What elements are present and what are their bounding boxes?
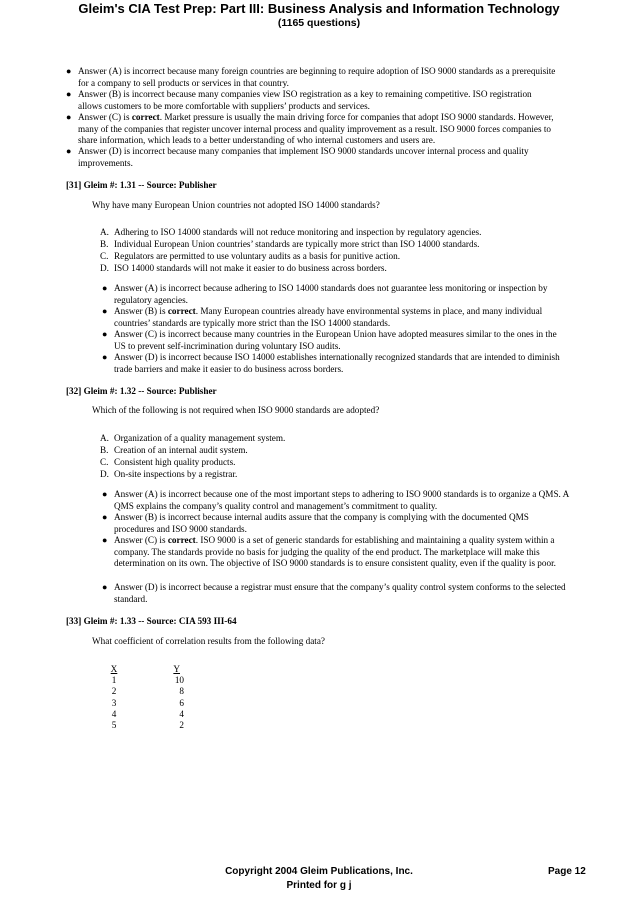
bullet-icon: ● xyxy=(66,89,72,99)
choice-b: B. Individual European Union countries’ standards are typically more strict than ISO 14000 standards. xyxy=(100,239,480,249)
question-text: Why have many European Union countries not adopted ISO 14000 standards? xyxy=(92,200,380,210)
question-count: (1165 questions) xyxy=(277,17,361,29)
bullet-icon: ● xyxy=(102,535,108,545)
explanation-item: ● Answer (C) is correct. Market pressure is usually the main driving force for companies that adopt ISO 9000 standards. However, many of the companies that register uncover internal process and quality improvement as a result. ISO 9000 forces companies to share information, which leads to a better understanding of who internal customers and users are. xyxy=(66,112,554,145)
question-text: Which of the following is not required when ISO 9000 standards are adopted? xyxy=(92,405,380,415)
choice-d: D. On-site inspections by a registrar. xyxy=(100,469,238,479)
bullet-icon: ● xyxy=(66,146,72,156)
explanation-item: ● Answer (A) is incorrect because one of the most important steps to adhering to ISO 9000 standards is to organize a QMS. A QMS explains the company’s quality control and management’s commitment to quality. xyxy=(102,489,569,511)
choice-c: C. Consistent high quality products. xyxy=(100,457,236,467)
explanation-item: ● Answer (D) is incorrect because ISO 14000 establishes internationally recognized standards that are intended to diminish trade barriers and make it easier to do business across borders. xyxy=(102,352,560,374)
question-header: [33] Gleim #: 1.33 -- Source: CIA 593 III-64 xyxy=(66,616,237,626)
choice-b: B. Creation of an internal audit system. xyxy=(100,445,248,455)
question-header: [31] Gleim #: 1.31 -- Source: Publisher xyxy=(66,180,217,190)
explanation-item: ● Answer (A) is incorrect because many foreign countries are beginning to require adoption of ISO 9000 standards as a prerequisite for a company to sell products or services in that country. xyxy=(66,66,556,88)
explanation-item: ● Answer (A) is incorrect because adhering to ISO 14000 standards does not guarantee less monitoring or inspection by regulatory agencies. xyxy=(102,283,548,305)
bullet-icon: ● xyxy=(102,582,108,592)
choice-c: C. Regulators are permitted to use voluntary audits as a basis for punitive action. xyxy=(100,251,401,261)
explanation-item: ● Answer (C) is correct. ISO 9000 is a set of generic standards for establishing and maintaining a quality system within a company. The standards provide no basis for judging the quality of the end product. The marketplace will make this determination on its own. The objective of ISO 9000 standards is to ensure consistent quality, even if the quality is poor. xyxy=(102,535,556,568)
bullet-icon: ● xyxy=(102,283,108,293)
page-title: Gleim's CIA Test Prep: Part III: Business Analysis and Information Technology xyxy=(78,1,560,16)
explanation-item: ● Answer (D) is incorrect because a registrar must ensure that the company’s quality control system conforms to the selected standard. xyxy=(102,582,566,604)
explanation-item: ● Answer (D) is incorrect because many companies that implement ISO 9000 standards uncover internal process and quality improvements. xyxy=(66,146,529,168)
page-number: Page 12 xyxy=(548,866,586,877)
bullet-icon: ● xyxy=(102,512,108,522)
choice-a: A. Adhering to ISO 14000 standards will not reduce monitoring and inspection by regulatory agencies. xyxy=(100,227,482,237)
column-header-x: X xyxy=(110,664,118,674)
explanation-item: ● Answer (B) is incorrect because internal audits assure that the company is complying with the documented QMS procedures and ISO 9000 standards. xyxy=(102,512,529,534)
choice-a: A. Organization of a quality management system. xyxy=(100,433,286,443)
choice-d: D. ISO 14000 standards will not make it easier to do business across borders. xyxy=(100,263,387,273)
question-header: [32] Gleim #: 1.32 -- Source: Publisher xyxy=(66,386,217,396)
bullet-icon: ● xyxy=(102,306,108,316)
explanation-item: ● Answer (B) is incorrect because many companies view ISO registration as a key to remaining competitive. ISO registration allows customers to be more comfortable with suppliers’ products and services. xyxy=(66,89,532,111)
footer-copyright: Copyright 2004 Gleim Publications, Inc. xyxy=(225,866,413,877)
bullet-icon: ● xyxy=(102,489,108,499)
bullet-icon: ● xyxy=(66,66,72,76)
bullet-icon: ● xyxy=(102,329,108,339)
bullet-icon: ● xyxy=(102,352,108,362)
explanation-item: ● Answer (B) is correct. Many European countries already have environmental systems in place, and many individual countries’ standards are typically more strict than the ISO 14000 standards. xyxy=(102,306,543,328)
footer-printed-for: Printed for g j xyxy=(286,880,352,891)
question-text: What coefficient of correlation results from the following data? xyxy=(92,636,326,646)
bullet-icon: ● xyxy=(66,112,72,122)
column-header-y: Y xyxy=(173,664,180,674)
explanation-item: ● Answer (C) is incorrect because many countries in the European Union have adopted measures similar to the ones in the US to prevent self-incrimination during voluntary ISO audits. xyxy=(102,329,557,351)
